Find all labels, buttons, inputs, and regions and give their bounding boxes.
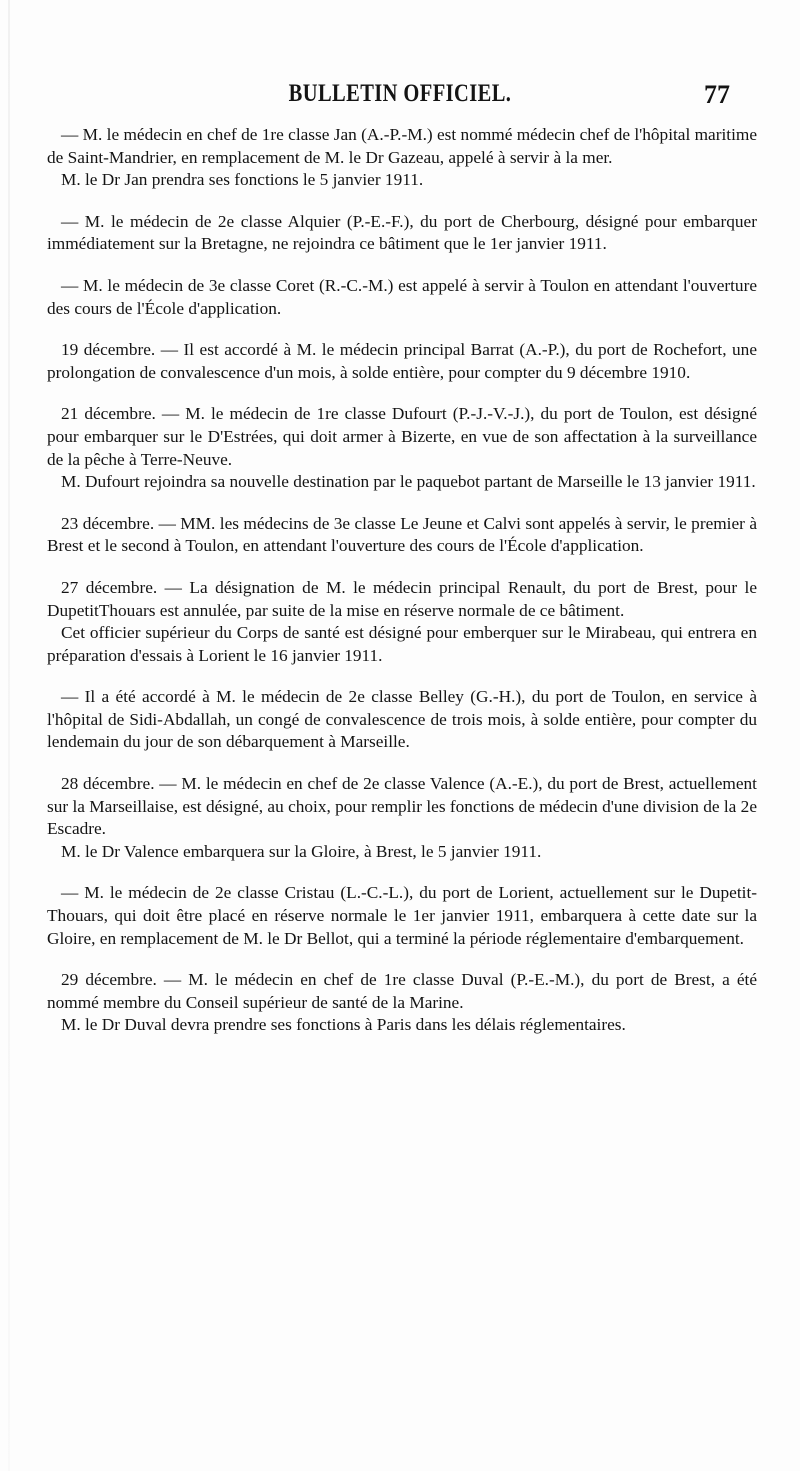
entry-paragraph: — M. le médecin de 2e classe Cristau (L.-C.-L.), du port de Lorient, actuellement sur le Dupetit-Thouars, qui doit être placé en réserve normale le 1er janvier 1911, embarquera à cette date sur la Gloire, en remplacement de M. le Dr Bellot, qui a terminé la période réglementaire d'embarquement. — [47, 883, 757, 948]
entry-paragraph: M. le Dr Jan prendra ses fonctions le 5 janvier 1911. — [61, 170, 424, 190]
running-title: BULLETIN OFFICIEL. — [288, 80, 512, 107]
entry-coret — [47, 275, 757, 320]
entry-paragraph: — Il a été accordé à M. le médecin de 2e classe Belley (G.-H.), du port de Toulon, en service à l'hôpital de Sidi-Abdallah, un congé de convalescence de trois mois, à solde entière, pour compter du lendemain du jour de son débarquement à Marseille. — [47, 687, 757, 752]
entry-paragraph: — M. le médecin de 3e classe Coret (R.-C.-M.) est appelé à servir à Toulon en attendant l'ouverture des cours de l'École d'application. — [47, 275, 757, 318]
scan-artifact — [8, 0, 10, 1471]
entry-paragraph: — M. le médecin de 2e classe Alquier (P.-E.-F.), du port de Cherbourg, désigné pour embarquer immédiatement sur la Bretagne, ne rejoindra ce bâtiment que le 1er janvier 1911. — [47, 211, 757, 254]
entry-barrat — [47, 339, 757, 384]
entry-alquier — [47, 211, 757, 256]
entry-paragraph: M. le Dr Duval devra prendre ses fonctions à Paris dans les délais réglementaires. — [61, 1015, 626, 1035]
entry-belley — [47, 686, 757, 754]
entry-le-jeune-calvi — [47, 513, 757, 558]
entry-paragraph: 29 décembre. — M. le médecin en chef de 1re classe Duval (P.-E.-M.), du port de Brest, a été nommé membre du Conseil supérieur de santé de la Marine. — [47, 970, 757, 1012]
entry-paragraph: 19 décembre. — Il est accordé à M. le médecin principal Barrat (A.-P.), du port de Rochefort, une prolongation de convalescence d'un mois, à solde entière, pour compter du 9 décembre 1910. — [47, 340, 757, 382]
entry-valence — [47, 773, 757, 863]
body-text — [47, 124, 757, 1037]
entry-jan — [47, 124, 757, 192]
entry-paragraph: — M. le médecin en chef de 1re classe Jan (A.-P.-M.) est nommé médecin chef de l'hôpital maritime de Saint-Mandrier, en remplacement de M. le Dr Gazeau, appelé à servir à la mer. — [47, 125, 757, 167]
page-header — [60, 76, 740, 116]
entry-paragraph: 28 décembre. — M. le médecin en chef de 2e classe Valence (A.-E.), du port de Brest, actuellement sur la Marseillaise, est désigné, au choix, pour remplir les fonctions de médecin d'une division de la 2e Escadre. — [47, 774, 757, 839]
entry-dufourt — [47, 403, 757, 493]
entry-paragraph: M. Dufourt rejoindra sa nouvelle destination par le paquebot partant de Marseille le 13 janvier 1911. — [61, 472, 756, 492]
entry-paragraph: 27 décembre. — La désignation de M. le médecin principal Renault, du port de Brest, pour le DupetitThouars est annulée, par suite de la mise en réserve normale de ce bâtiment. — [47, 577, 757, 620]
entry-paragraph: 23 décembre. — MM. les médecins de 3e classe Le Jeune et Calvi sont appelés à servir, le premier à Brest et le second à Toulon, en attendant l'ouverture des cours de l'École d'application. — [47, 513, 757, 556]
entry-paragraph: 21 décembre. — M. le médecin de 1re classe Dufourt (P.-J.-V.-J.), du port de Toulon, est désigné pour embarquer sur le D'Estrées, qui doit armer à Bizerte, en vue de son affectation à la surveillance de la pêche à Terre-Neuve. — [47, 404, 757, 469]
entry-renault — [47, 577, 757, 667]
entry-cristau — [47, 882, 757, 950]
entry-paragraph: Cet officier supérieur du Corps de santé est désigné pour emberquer sur le Mirabeau, qui entrera en préparation d'essais à Lorient le 16 janvier 1911. — [47, 623, 757, 665]
page-number: 77 — [704, 80, 730, 109]
entry-paragraph: M. le Dr Valence embarquera sur la Gloire, à Brest, le 5 janvier 1911. — [61, 841, 542, 861]
entry-duval — [47, 969, 757, 1037]
